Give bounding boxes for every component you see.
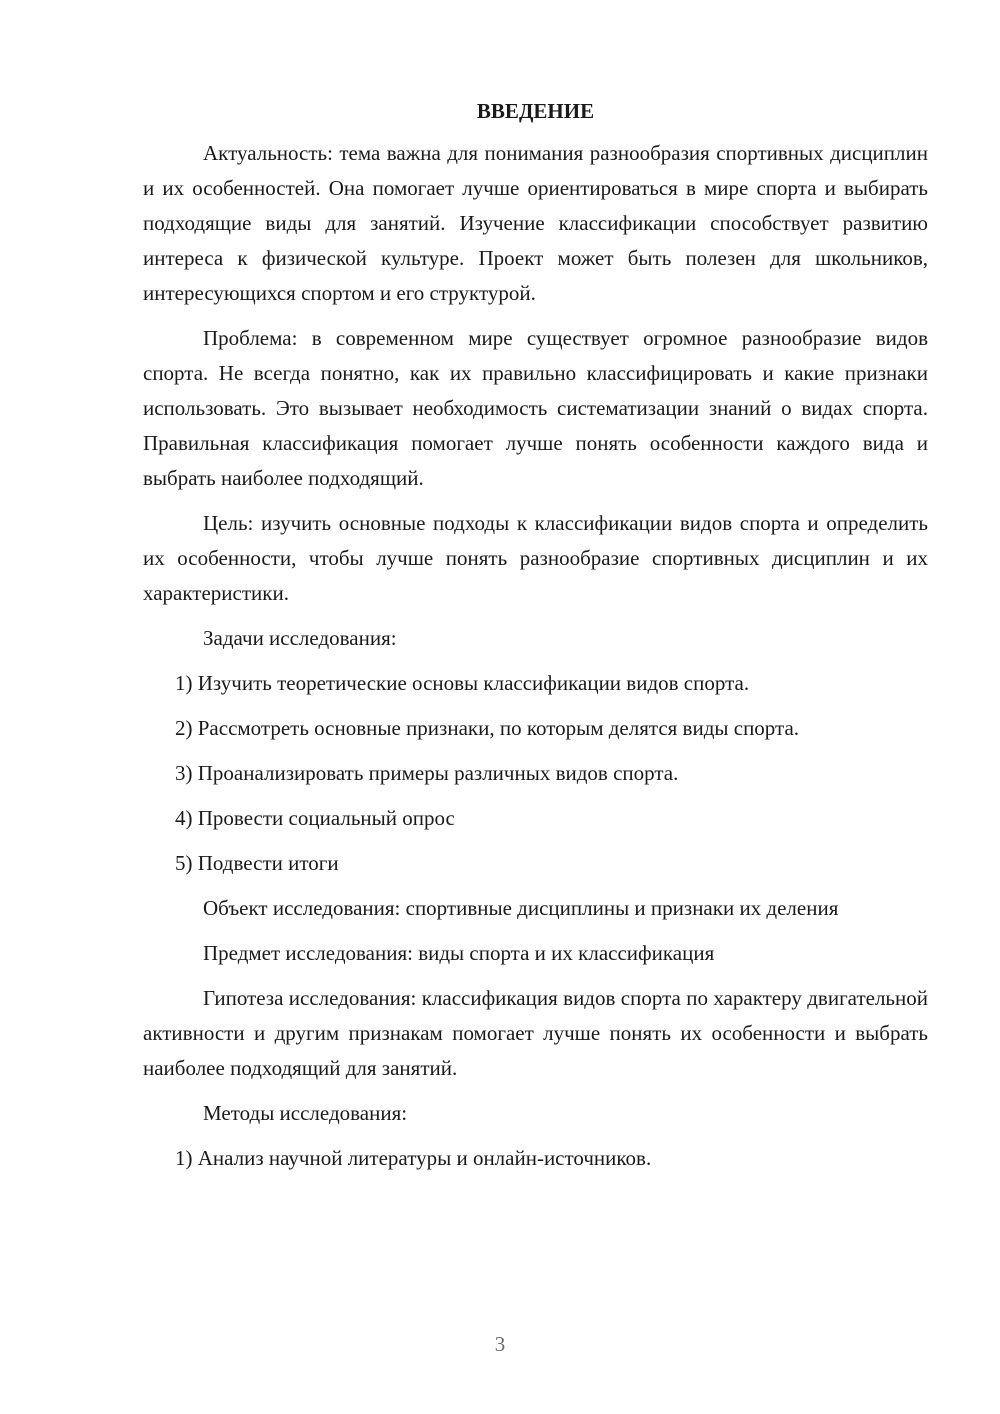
object-paragraph: Объект исследования: спортивные дисциплины и признаки их деления xyxy=(203,896,839,920)
goal-paragraph: Цель: изучить основные подходы к классификации видов спорта и определить их особенности, чтобы лучше понять разнообразие спортивных дисциплин и их характеристики. xyxy=(143,511,928,605)
tasks-heading: Задачи исследования: xyxy=(203,626,397,650)
task-item: 2) Рассмотреть основные признаки, по которым делятся виды спорта. xyxy=(175,716,800,740)
methods-heading: Методы исследования: xyxy=(203,1101,408,1125)
task-item: 5) Подвести итоги xyxy=(175,851,339,875)
problem-paragraph: Проблема: в современном мире существует огромное разнообразие видов спорта. Не всегда понятно, как их правильно классифицировать и какие признаки использовать. Это вызывает необходимость систематизации знаний о видах спорта. Правильная классификация помогает лучше понять особенности каждого вида и выбрать наиболее подходящий. xyxy=(143,326,928,490)
methods-list xyxy=(143,1141,928,1176)
task-item: 4) Провести социальный опрос xyxy=(175,806,455,830)
page-number: 3 xyxy=(494,1332,506,1356)
task-item: 3) Проанализировать примеры различных видов спорта. xyxy=(175,761,679,785)
subject-paragraph: Предмет исследования: виды спорта и их классификация xyxy=(203,941,715,965)
hypothesis-paragraph: Гипотеза исследования: классификация видов спорта по характеру двигательной активности и другим признакам помогает лучше понять их особенности и выбрать наиболее подходящий для занятий. xyxy=(143,986,928,1080)
task-item: 1) Изучить теоретические основы классификации видов спорта. xyxy=(175,671,750,695)
page-title: ВВЕДЕНИЕ xyxy=(476,99,595,123)
tasks-list xyxy=(143,666,928,881)
document-page xyxy=(143,96,928,1186)
method-item: 1) Анализ научной литературы и онлайн-источников. xyxy=(175,1146,652,1170)
relevance-paragraph: Актуальность: тема важна для понимания разнообразия спортивных дисциплин и их особенностей. Она помогает лучше ориентироваться в мире спорта и выбирать подходящие виды для занятий. Изучение классификации способствует развитию интереса к физической культуре. Проект может быть полезен для школьников, интересующихся спортом и его структурой. xyxy=(143,141,928,305)
